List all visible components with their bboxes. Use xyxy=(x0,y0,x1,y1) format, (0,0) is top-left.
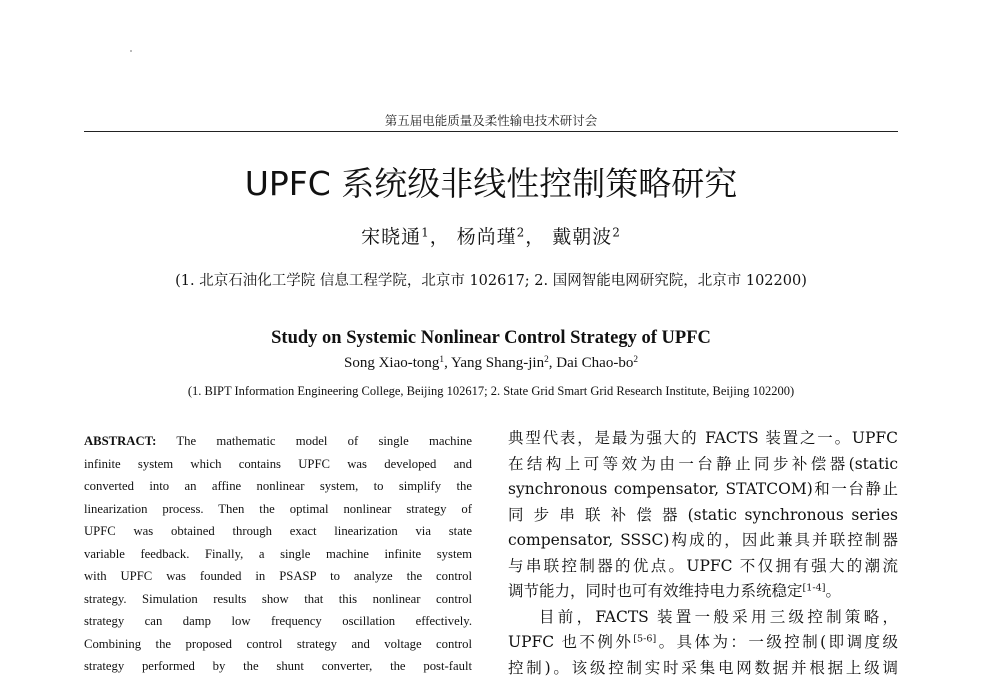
abstract-line: UPFC was obtained through exact linearization via state xyxy=(84,524,472,538)
author-affiliation-mark: 2 xyxy=(544,354,549,365)
abstract-line: infinite system which contains UPFC was developed and xyxy=(84,456,472,471)
body-line: 在结构上可等效为由一台静止同步补偿器(static xyxy=(508,454,898,473)
affiliations-chinese: (1. 北京石油化工学院 信息工程学院，北京市 102617; 2. 国网智能电网研究院，北京市 102200) xyxy=(175,273,807,289)
affiliations-english: (1. BIPT Information Engineering College, Beijing 102617; 2. State Grid Smart Grid Research Institute, Beijing 102200) xyxy=(187,384,795,398)
body-line: 与串联控制器的优点。UPFC 不仅拥有强大的潮流 xyxy=(508,556,898,575)
author-name: Dai Chao-bo xyxy=(556,355,634,371)
body-line: compensator, SSSC)构成的，因此兼具并联控制器 xyxy=(508,531,898,549)
abstract-line: ABSTRACT: The mathematic model of single machine xyxy=(84,434,472,448)
citation: [1-4] xyxy=(802,582,826,594)
running-header: 第五届电能质量及柔性输电技术研讨会 xyxy=(384,113,598,128)
abstract-label: ABSTRACT: xyxy=(84,434,157,448)
author-name: Yang Shang-jin xyxy=(451,355,545,371)
body-line: 目前，FACTS 装置一般采用三级控制策略， xyxy=(539,607,898,626)
body-line: 控制)。该级控制实时采集电网数据并根据上级调 xyxy=(508,658,898,677)
author-name: Song Xiao-tong xyxy=(344,355,440,371)
abstract-line: strategy can damp low frequency oscillation effectively. xyxy=(84,614,472,628)
body-line: 调节能力，同时也可有效维持电力系统稳定[1-4]。 xyxy=(508,582,841,600)
abstract-line: converted into an affine nonlinear system, to simplify the xyxy=(84,479,472,493)
abstract-line: strategy. Simulation results show that this nonlinear control xyxy=(84,591,472,606)
author-name: 杨尚瑾 xyxy=(456,226,517,248)
paper-title-english: Study on Systemic Nonlinear Control Strategy of UPFC xyxy=(271,328,711,348)
body-line: UPFC 也不例外[5-6]。具体为：一级控制(即调度级 xyxy=(508,633,898,651)
abstract-column xyxy=(84,430,472,678)
author-affiliation-mark: 1 xyxy=(421,225,430,240)
abstract-line: with UPFC was founded in PSASP to analyze the control xyxy=(84,569,472,583)
body-line: 同 步 串 联 补 偿 器 (static synchronous series xyxy=(508,505,898,524)
abstract-line: strategy performed by the shunt converter, the post-fault xyxy=(84,659,472,673)
abstract-line: linearization process. Then the optimal nonlinear strategy of xyxy=(84,501,472,516)
abstract-line: variable feedback. Finally, a single machine infinite system xyxy=(84,546,472,561)
scan-speck xyxy=(130,50,132,52)
body-line: synchronous compensator, STATCOM)和一台静止 xyxy=(508,480,898,498)
author-affiliation-mark: 1 xyxy=(439,354,445,365)
body-line: 典型代表，是最为强大的 FACTS 装置之一。UPFC xyxy=(508,429,898,447)
paper-title-chinese: UPFC 系统级非线性控制策略研究 xyxy=(244,164,738,203)
abstract-line: Combining the proposed control strategy and voltage control xyxy=(84,636,472,651)
authors-chinese: 宋晓通$^1$， 杨尚瑾$^2$， 戴朝波$^2$ xyxy=(361,225,621,248)
header-rule xyxy=(84,131,898,132)
body-column xyxy=(508,426,898,681)
author-name: 戴朝波 xyxy=(552,226,613,248)
author-affiliation-mark: 2 xyxy=(612,225,621,240)
author-affiliation-mark: 2 xyxy=(516,225,526,240)
authors-english: Song Xiao-tong$^1$, Yang Shang-jin$^2$, Dai Chao-$bo^2$ xyxy=(344,354,638,371)
author-name: 宋晓通 xyxy=(361,226,422,248)
citation: [5-6] xyxy=(633,633,657,645)
author-affiliation-mark: 2 xyxy=(633,354,638,365)
